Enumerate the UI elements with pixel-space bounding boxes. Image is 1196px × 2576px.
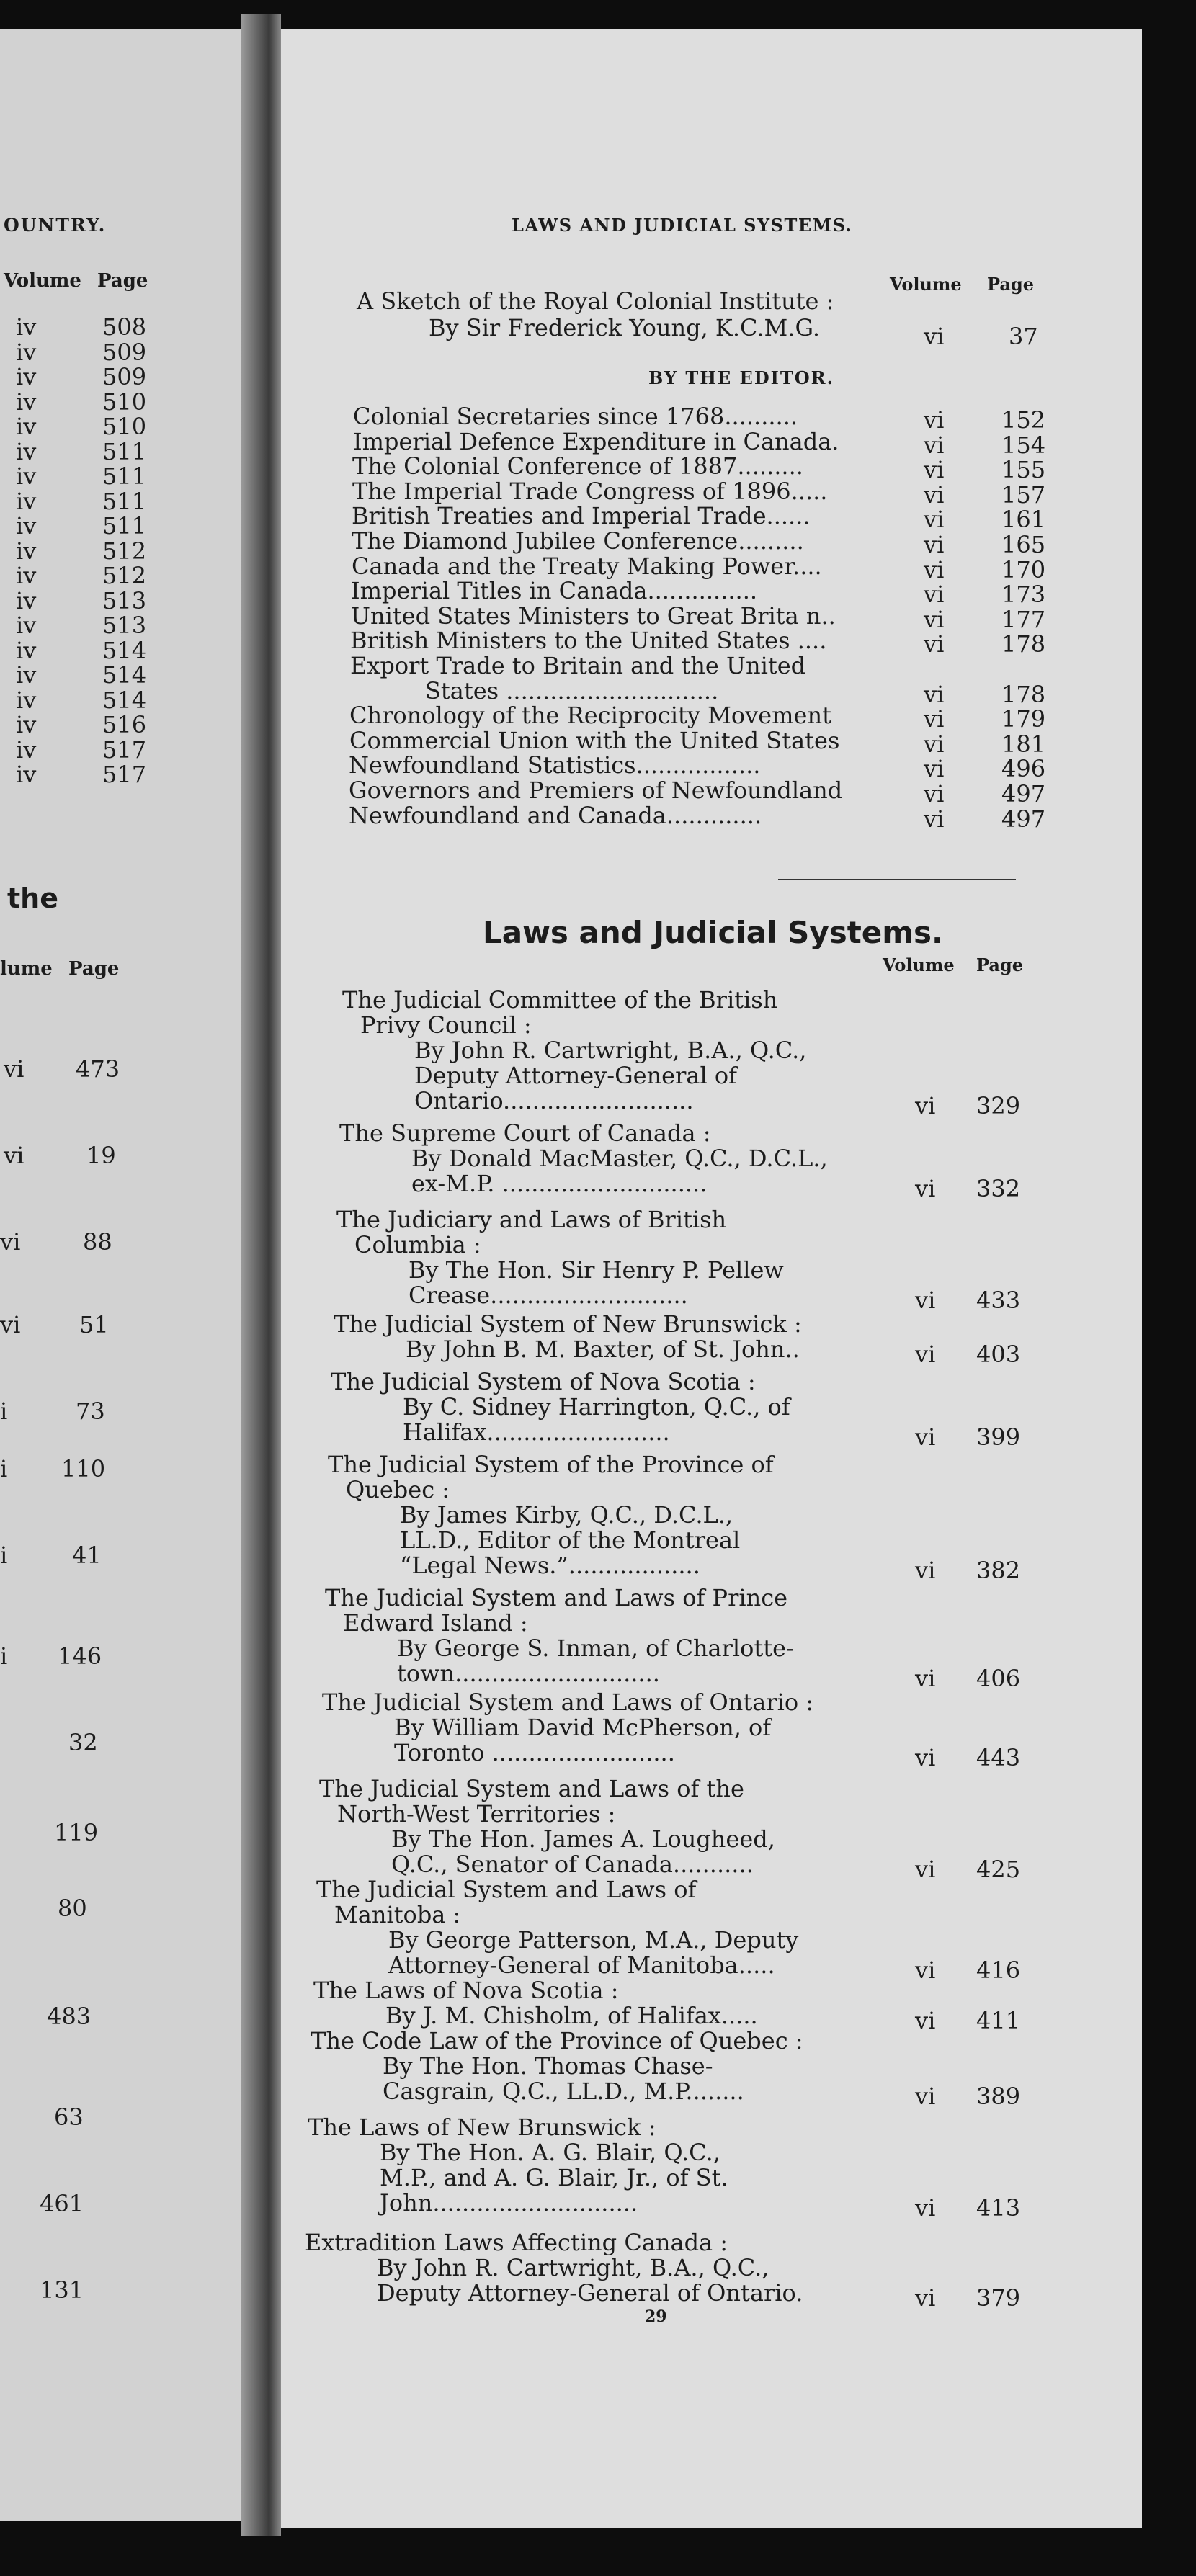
law-entry-line: By John B. M. Baxter, of St. John.. [406,1336,800,1363]
editor-entry-title: Imperial Titles in Canada............... [351,577,758,605]
left-row [16,339,239,366]
editor-entry-title: Commercial Union with the United States [349,726,840,754]
left-row [16,512,239,540]
editor-entry-title: British Ministers to the United States .... [350,627,827,655]
left-row-2-volume: vi [4,1142,24,1169]
left-row-2-volume: i [0,1397,8,1425]
right-page [281,29,1142,2528]
left-row-2-volume: i [0,1642,8,1670]
col-volume: Volume [890,274,962,295]
left-row [16,736,239,764]
law-entry-volume: vi [915,1287,936,1314]
editor-entry-title: Imperial Defence Expenditure in Canada. [353,427,839,455]
left-row-page: 511 [102,487,147,515]
editor-entry-page: 170 [1001,555,1046,583]
editor-entry-page: 161 [1001,506,1046,534]
law-entry-line: Casgrain, Q.C., LL.D., M.P........ [383,2078,744,2105]
editor-entry-page: 173 [1001,581,1046,609]
law-entry-line: Toronto ......................... [394,1739,675,1766]
law-entry-line: By George S. Inman, of Charlotte- [397,1634,794,1662]
left-row-volume: iv [16,462,37,490]
left-col-volume: Volume [4,270,81,292]
editor-entry-page: 177 [1001,605,1046,633]
editor-entry-volume: vi [924,680,945,708]
law-entry-line: Q.C., Senator of Canada........... [391,1851,754,1878]
left-row-2-page: 32 [68,1729,98,1756]
editor-entry-title: Colonial Secretaries since 1768.......... [353,403,798,430]
law-entry-page: 433 [976,1287,1021,1314]
law-entry-page: 389 [976,2083,1021,2110]
law-entry-line: Extradition Laws Affecting Canada : [305,2229,728,2256]
editor-entry-page: 154 [1001,431,1046,459]
running-head: LAWS AND JUDICIAL SYSTEMS. [512,215,853,236]
law-entry-line: Privy Council : [360,1011,532,1039]
left-row-2-page: 146 [58,1642,102,1670]
law-entry-line: By J. M. Chisholm, of Halifax..... [385,2002,758,2029]
editor-entry-page: 178 [1001,680,1046,708]
left-row-2-page: 73 [76,1397,105,1425]
section-col-page: Page [976,954,1024,975]
book-gutter [241,14,281,2536]
law-entry-line: Attorney-General of Manitoba..... [388,1951,775,1979]
left-row-2-page: 461 [40,2190,84,2217]
left-row-volume: iv [16,735,37,764]
left-row-page: 514 [102,661,147,689]
editor-entry-volume: vi [924,755,945,783]
law-entry-line: Crease........................... [409,1282,688,1309]
law-entry-volume: vi [915,1744,936,1771]
editor-entry-title: The Diamond Jubilee Conference......... [352,527,804,555]
editor-entry-volume: vi [924,780,945,808]
law-entry-line: By The Hon. A. G. Blair, Q.C., [380,2139,720,2166]
intro-volume: vi [924,323,945,350]
left-row [16,562,239,589]
left-row [16,661,239,689]
left-row-volume: iv [16,487,37,515]
left-row-page: 509 [102,338,147,366]
left-row-2-volume: i [0,1455,8,1482]
editor-entry-page: 179 [1001,705,1046,733]
intro-line-1: A Sketch of the Royal Colonial Institute : [357,287,834,315]
left-row-2-volume: vi [4,1055,24,1083]
left-row [16,637,239,664]
law-entry-page: 411 [976,2007,1021,2034]
editor-entry-volume: vi [924,705,945,733]
editor-subhead: BY THE EDITOR. [648,367,834,388]
editor-entry-title: Newfoundland Statistics................. [349,751,761,779]
editor-entry-title: Governors and Premiers of Newfoundland [349,777,843,804]
left-row-volume: iv [16,711,37,738]
left-row-volume: iv [16,537,37,565]
left-row-page: 513 [102,612,147,639]
editor-entry-title: United States Ministers to Great Brita n.. [351,601,836,630]
law-entry-line: By The Hon. James A. Lougheed, [391,1825,775,1853]
left-row-2-page: 19 [86,1142,116,1169]
editor-entry-title: States ............................. [425,676,719,705]
left-col-volume-2: lume [0,958,53,980]
left-row-page: 512 [102,537,147,565]
left-row-2-page: 88 [83,1228,112,1256]
left-row-volume: iv [16,636,37,664]
editor-entry-page: 497 [1001,780,1046,808]
law-entry-line: By James Kirby, Q.C., D.C.L., [400,1501,733,1529]
left-row-volume: iv [16,562,37,589]
law-entry-line: North-West Territories : [337,1800,616,1828]
left-row [16,612,239,639]
editor-entry-volume: vi [924,581,945,609]
law-entry-line: By George Patterson, M.A., Deputy [388,1926,799,1954]
left-section-title: the [7,882,58,914]
law-entry-line: The Supreme Court of Canada : [339,1119,711,1147]
left-row-volume: iv [16,512,37,540]
editor-entry-page: 155 [1001,456,1046,484]
law-entry-page: 413 [976,2194,1021,2222]
left-row-volume: iv [16,313,37,341]
law-entry-volume: vi [915,2194,936,2222]
law-entry-line: town............................ [397,1660,660,1687]
editor-entry-volume: vi [924,531,945,558]
left-running-head: OUNTRY. [4,215,107,236]
law-entry-line: M.P., and A. G. Blair, Jr., of St. [380,2164,728,2191]
left-row-volume: iv [16,388,37,416]
editor-entry-volume: vi [924,730,945,758]
left-row-2-page: 80 [58,1895,87,1922]
editor-entry-title: Export Trade to Britain and the United [350,652,806,679]
intro-page: 37 [1009,323,1038,350]
left-row-2-volume: vi [0,1228,21,1256]
editor-entry-volume: vi [924,431,945,459]
editor-entry-page: 165 [1001,531,1046,558]
left-row-page: 513 [102,586,147,614]
col-page: Page [987,274,1035,295]
left-row-volume: iv [16,661,37,689]
left-row [16,313,239,341]
law-entry-volume: vi [915,2284,936,2312]
editor-entry-volume: vi [924,630,945,658]
left-row-page: 514 [102,686,147,714]
left-row [16,388,239,416]
left-row-2-page: 483 [47,2003,92,2030]
left-row [16,413,239,440]
editor-entry-title: British Treaties and Imperial Trade...... [352,502,811,530]
left-row [16,438,239,465]
left-row-volume: iv [16,338,37,366]
law-entry-page: 379 [976,2284,1021,2312]
intro-line-2: By Sir Frederick Young, K.C.M.G. [429,314,821,341]
law-entry-volume: vi [915,1665,936,1692]
page-number: 29 [645,2307,667,2326]
editor-entry-title: The Imperial Trade Congress of 1896..... [352,477,828,505]
law-entry-volume: vi [915,1423,936,1451]
left-row-2-page: 63 [54,2103,84,2131]
law-entry-line: By William David McPherson, of [394,1714,772,1741]
law-entry-volume: vi [915,2083,936,2110]
law-entry-line: The Judicial System of New Brunswick : [334,1310,802,1338]
editor-entry-page: 181 [1001,730,1046,758]
editor-entry-volume: vi [924,506,945,534]
law-entry-line: The Judiciary and Laws of British [336,1206,727,1233]
editor-entry-volume: vi [924,555,945,583]
left-row [16,488,239,515]
left-row-volume: iv [16,612,37,639]
law-entry-page: 406 [976,1665,1021,1692]
left-row-2-page: 41 [72,1542,102,1569]
law-entry-page: 329 [976,1092,1021,1119]
left-row-page: 509 [102,363,147,390]
editor-entry-title: The Colonial Conference of 1887......... [352,452,803,480]
left-row [16,587,239,614]
left-page [0,29,241,2521]
law-entry-line: The Code Law of the Province of Quebec : [311,2027,803,2054]
law-entry-line: The Judicial System of the Province of [328,1451,774,1478]
law-entry-line: The Judicial System and Laws of the [319,1775,744,1802]
editor-entry-title: Canada and the Treaty Making Power.... [352,552,822,580]
law-entry-line: By The Hon. Sir Henry P. Pellew [409,1256,784,1284]
law-entry-line: The Judicial System and Laws of Prince [325,1584,788,1611]
left-row-page: 511 [102,512,147,540]
law-entry-line: Ontario.......................... [414,1087,694,1114]
law-entry-page: 416 [976,1956,1021,1984]
editor-entry-page: 178 [1001,630,1046,658]
law-entry-volume: vi [915,2007,936,2034]
law-entry-line: By John R. Cartwright, B.A., Q.C., [377,2254,769,2281]
left-row-2-page: 51 [79,1311,109,1338]
left-row-volume: iv [16,586,37,614]
law-entry-volume: vi [915,1092,936,1119]
section-col-volume: Volume [883,954,955,975]
left-row [16,537,239,565]
editor-entry-page: 152 [1001,406,1046,434]
editor-entry-volume: vi [924,406,945,434]
law-entry-volume: vi [915,1557,936,1584]
law-entry-line: By Donald MacMaster, Q.C., D.C.L., [411,1145,828,1172]
editor-entry-volume: vi [924,456,945,484]
law-entry-line: The Judicial Committee of the British [342,986,778,1014]
law-entry-volume: vi [915,1856,936,1883]
left-row-volume: iv [16,761,37,788]
left-row-page: 511 [102,437,147,465]
editor-entry-title: Newfoundland and Canada............. [349,801,762,829]
section-rule [778,879,1016,880]
left-col-page-2: Page [68,958,120,980]
left-row-page: 514 [102,636,147,664]
left-row [16,761,239,788]
law-entry-line: LL.D., Editor of the Montreal [400,1526,741,1554]
law-entry-volume: vi [915,1175,936,1202]
left-row-2-page: 131 [40,2276,84,2304]
law-entry-line: Edward Island : [343,1609,528,1637]
left-row-volume: iv [16,437,37,465]
left-row-page: 517 [102,761,147,788]
law-entry-volume: vi [915,1956,936,1984]
law-entry-line: By The Hon. Thomas Chase- [383,2052,713,2080]
left-row-page: 516 [102,711,147,738]
law-entry-line: Halifax......................... [403,1418,670,1446]
law-entry-line: The Laws of New Brunswick : [308,2114,656,2141]
left-col-page: Page [97,270,148,292]
law-entry-page: 382 [976,1557,1021,1584]
editor-entry-page: 157 [1001,480,1046,509]
law-entry-line: The Judicial System and Laws of Ontario : [322,1689,814,1716]
left-row-2-volume: i [0,1542,8,1569]
law-entry-page: 425 [976,1856,1021,1883]
editor-entry-title: Chronology of the Reciprocity Movement [349,702,831,730]
law-entry-line: Deputy Attorney-General of Ontario. [377,2279,803,2307]
editor-entry-volume: vi [924,805,945,833]
left-row-volume: iv [16,413,37,440]
left-row-page: 512 [102,562,147,589]
left-row [16,363,239,390]
law-entry-line: ex-M.P. ............................ [411,1170,708,1197]
law-entry-volume: vi [915,1341,936,1368]
left-row-page: 510 [102,413,147,440]
left-row-2-page: 110 [61,1455,106,1482]
law-entry-line: John............................ [380,2189,638,2217]
law-entry-page: 443 [976,1744,1021,1771]
law-entry-page: 332 [976,1175,1021,1202]
left-row-volume: iv [16,686,37,714]
left-row-page: 517 [102,735,147,764]
left-row [16,462,239,490]
law-entry-line: Columbia : [354,1231,481,1258]
left-row-page: 511 [102,462,147,490]
left-row-2-volume: vi [0,1311,21,1338]
law-entry-line: The Judicial System and Laws of [316,1876,697,1903]
left-row [16,711,239,738]
left-row-volume: iv [16,363,37,390]
law-entry-line: Manitoba : [334,1901,461,1928]
law-entry-line: The Laws of Nova Scotia : [313,1977,619,2004]
law-entry-line: “Legal News.”.................. [400,1552,700,1579]
editor-entry-page: 497 [1001,805,1046,833]
law-entry-page: 399 [976,1423,1021,1451]
left-row-page: 508 [102,313,147,341]
editor-entry-volume: vi [924,480,945,509]
left-row-2-page: 473 [76,1055,120,1083]
section-title: Laws and Judicial Systems. [483,915,944,950]
law-entry-line: By C. Sidney Harrington, Q.C., of [403,1393,790,1421]
left-row-page: 510 [102,388,147,416]
editor-entry-volume: vi [924,605,945,633]
left-row-2-page: 119 [54,1819,99,1846]
law-entry-line: The Judicial System of Nova Scotia : [331,1368,756,1395]
left-row [16,687,239,714]
law-entry-line: Quebec : [346,1476,450,1503]
law-entry-line: Deputy Attorney-General of [414,1062,737,1089]
law-entry-line: By John R. Cartwright, B.A., Q.C., [414,1037,807,1064]
law-entry-page: 403 [976,1341,1021,1368]
editor-entry-page: 496 [1001,755,1046,783]
